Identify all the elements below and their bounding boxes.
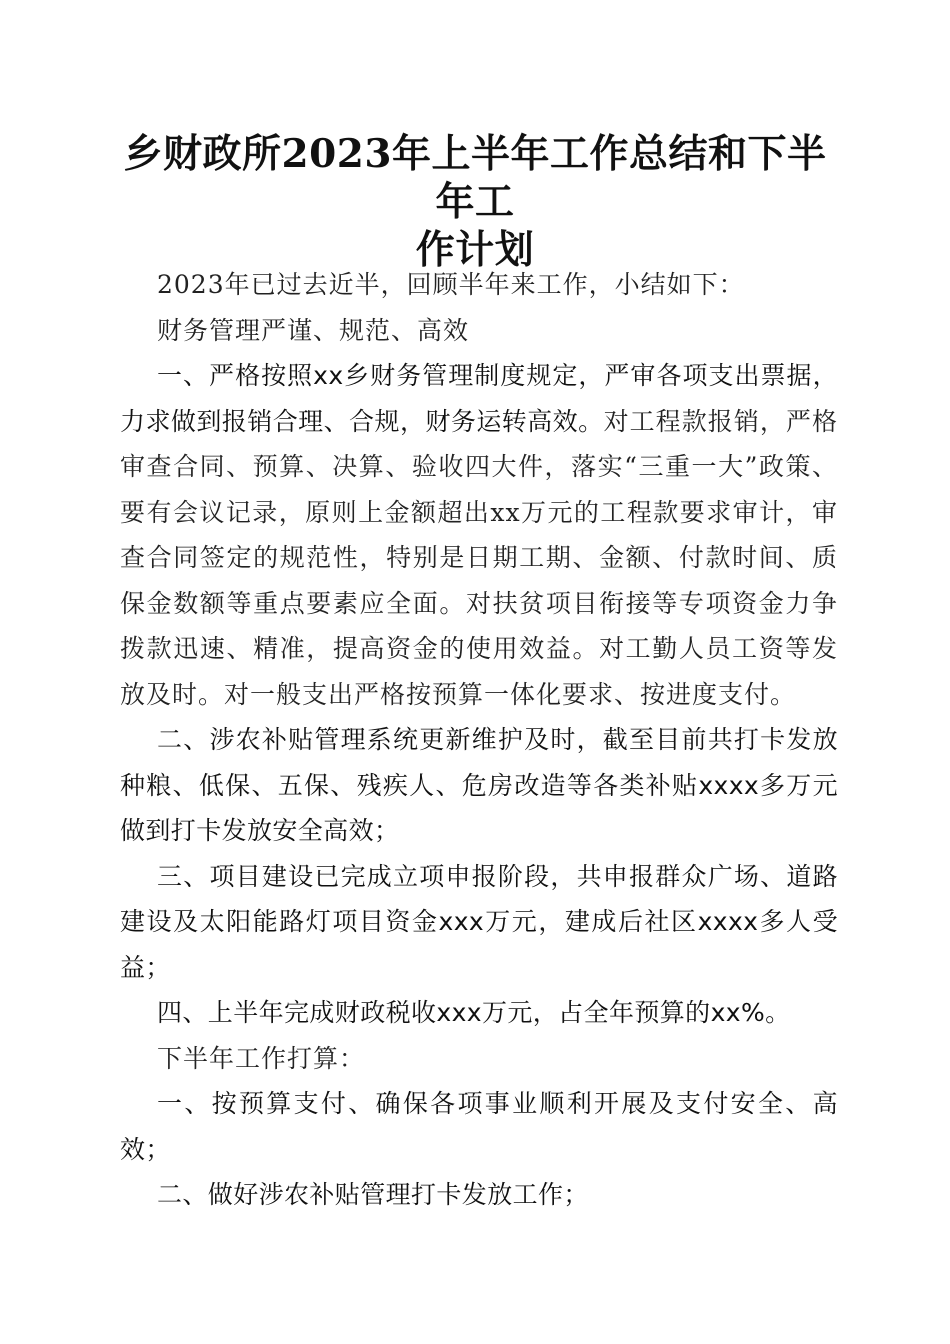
title-line-1: 乡财政所2023年上半年工作总结和下半年工 [123,131,827,225]
item-1-paragraph [120,353,838,717]
document-title [110,130,840,274]
item-1-lead: 一、严格按照xx乡财务管理制度规定，严审各项支出票据，力求做到报销合理、合规，财务运转高效。 [120,361,838,436]
item-4-paragraph: 四、上半年完成财政税收xxx万元，占全年预算的xx%。 [157,998,791,1027]
item-1-body: 对工程款报销，严格审查合同、预算、决算、验收四大件，落实“三重一大”政策、要有会议记录，原则上金额超出xx万元的工程款要求审计，审查合同签定的规范性，特别是日期工期、金额、付款时间、质保金数额等重点要素应全面。对扶贫项目衔接等专项资金力争拨款迅速、精准，提高资金的使用效益。对工勤人员工资等发放及时。对一般支出严格按预算一体化要求、按进度支付。 [120,406,838,709]
title-line-2: 作计划 [415,227,535,273]
plan-item-1: 一、按预算支付、确保各项事业顺利开展及支付安全、高效； [120,1089,838,1164]
plan-item-2: 二、做好涉农补贴管理打卡发放工作； [157,1180,589,1209]
intro-paragraph: 2023年已过去近半，回顾半年来工作，小结如下： [157,270,745,299]
plan-heading: 下半年工作打算： [157,1043,366,1073]
section-heading: 财务管理严谨、规范、高效 [157,315,470,345]
item-2-paragraph: 二、涉农补贴管理系统更新维护及时，截至目前共打卡发放种粮、低保、五保、残疾人、危房改造等各类补贴xxxx多万元做到打卡发放安全高效； [120,725,838,845]
document-body [120,262,838,1218]
item-3-paragraph: 三、项目建设已完成立项申报阶段，共申报群众广场、道路建设及太阳能路灯项目资金xxx万元，建成后社区xxxx多人受益； [120,861,838,982]
